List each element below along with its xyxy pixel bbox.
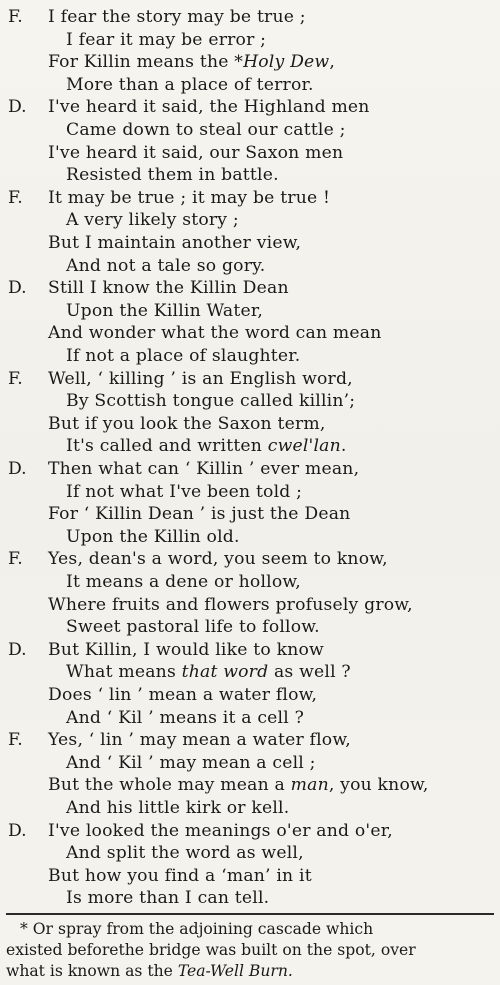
footnote-line: existed beforethe bridge was built on the spot, over — [6, 941, 416, 959]
speaker-label: F. — [8, 187, 23, 208]
verse-line: I've heard it said, our Saxon men — [48, 142, 344, 163]
verse-line: Yes, ‘ lin ’ may mean a water flow, — [48, 730, 351, 751]
verse-line: A very likely story ; — [66, 210, 239, 231]
verse-line: Came down to steal our cattle ; — [66, 119, 346, 140]
verse-line: Upon the Killin Water, — [66, 300, 264, 321]
verse-line: I've looked the meanings o'er and o'er, — [48, 820, 393, 841]
verse-line: And ‘ Kil ’ means it a cell ? — [66, 707, 305, 728]
speaker-label: F. — [8, 368, 23, 389]
speaker-label: F. — [8, 7, 23, 27]
verse-line: What means that word as well ? — [66, 662, 351, 683]
verse-line: By Scottish tongue called killin’; — [66, 391, 356, 412]
stanza — [0, 458, 500, 548]
stanza — [0, 639, 500, 729]
stanza — [0, 277, 500, 367]
speaker-label: F. — [8, 730, 23, 751]
verse-line: But how you find a ‘man’ in it — [48, 865, 312, 886]
verse-line: For ‘ Killin Dean ’ is just the Dean — [48, 504, 351, 525]
verse-line: Well, ‘ killing ’ is an English word, — [48, 368, 353, 389]
verse-line: It means a dene or hollow, — [66, 571, 301, 592]
speaker-label: D. — [8, 639, 27, 660]
verse-line: I fear the story may be true ; — [48, 7, 306, 27]
verse-line: Is more than I can tell. — [66, 888, 270, 909]
speaker-label: D. — [8, 278, 27, 299]
verse-line: Then what can ‘ Killin ’ ever mean, — [48, 458, 360, 479]
verse-line: I've heard it said, the Highland men — [48, 97, 370, 118]
stanza — [0, 187, 500, 277]
verse-line: Yes, dean's a word, you seem to know, — [48, 549, 388, 570]
verse-line: But if you look the Saxon term, — [48, 413, 326, 434]
stanza — [0, 820, 500, 910]
footnote — [6, 919, 496, 982]
stanza — [0, 548, 500, 638]
verse-line: But Killin, I would like to know — [48, 639, 324, 660]
stanza — [0, 368, 500, 458]
verse-line: It's called and written cwel'lan. — [66, 436, 347, 457]
verse-line: But the whole may mean a man, you know, — [48, 775, 429, 796]
verse-line: For Killin means the *Holy Dew, — [48, 52, 336, 73]
poem-dialogue — [0, 6, 500, 910]
verse-line: Sweet pastoral life to follow. — [66, 617, 320, 638]
verse-line: Where fruits and flowers profusely grow, — [48, 594, 413, 615]
stanza — [0, 6, 500, 96]
verse-line: Upon the Killin old. — [66, 526, 240, 547]
verse-line: Resisted them in battle. — [66, 165, 279, 186]
speaker-label: F. — [8, 549, 23, 570]
verse-line: And split the word as well, — [66, 843, 304, 864]
speaker-label: D. — [8, 820, 27, 841]
verse-line: And ‘ Kil ’ may mean a cell ; — [66, 752, 316, 773]
verse-line: I fear it may be error ; — [66, 29, 267, 50]
speaker-label: D. — [8, 97, 27, 118]
stanza — [0, 729, 500, 819]
footnote-line: what is known as the Tea-Well Burn. — [6, 962, 293, 980]
stanza — [0, 96, 500, 186]
footnote-divider — [6, 913, 494, 915]
speaker-label: D. — [8, 458, 27, 479]
verse-line: And his little kirk or kell. — [66, 797, 290, 818]
verse-line: Does ‘ lin ’ mean a water flow, — [48, 684, 318, 705]
verse-line: Still I know the Killin Dean — [48, 278, 289, 299]
footnote-line: * Or spray from the adjoining cascade which — [20, 920, 374, 938]
verse-line: If not a place of slaughter. — [66, 345, 301, 366]
verse-line: And not a tale so gory. — [66, 255, 266, 276]
verse-line: It may be true ; it may be true ! — [48, 187, 331, 208]
verse-line: If not what I've been told ; — [66, 481, 303, 502]
verse-line: But I maintain another view, — [48, 232, 302, 253]
verse-line: And wonder what the word can mean — [48, 323, 382, 344]
verse-line: More than a place of terror. — [66, 74, 314, 95]
